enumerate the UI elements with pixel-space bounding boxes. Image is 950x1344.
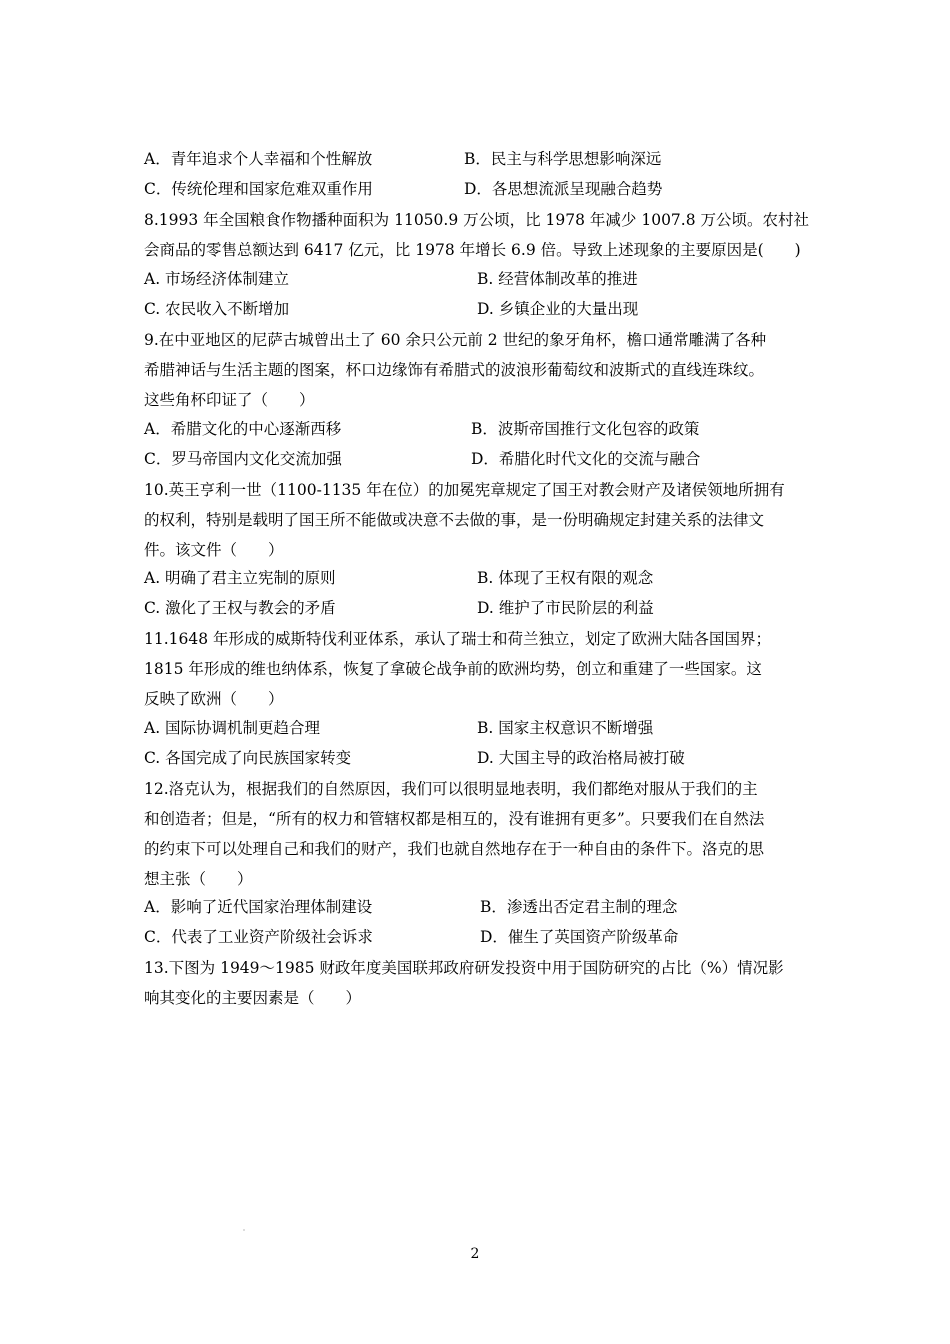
question-13-stem (144, 954, 819, 1014)
question-9-stem (144, 326, 819, 416)
stem-line: 9.在中亚地区的尼萨古城曾出土了 60 余只公元前 2 世纪的象牙角杯，檐口通常雕满了各种 (144, 331, 767, 349)
option-b: B. 体现了王权有限的观念 (477, 569, 654, 587)
stem-line: 12.洛克认为，根据我们的自然原因，我们可以很明显地表明，我们都绝对服从于我们的主 (144, 780, 758, 798)
option-b: B. 国家主权意识不断增强 (477, 719, 654, 737)
option-c: C．代表了工业资产阶级社会诉求 (144, 928, 373, 946)
option-a: A. 明确了君主立宪制的原则 (144, 569, 336, 587)
option-a: A．影响了近代国家治理体制建设 (144, 898, 373, 916)
stem-line: 反映了欧洲（ ） (144, 689, 284, 708)
option-d: D．各思想流派呈现融合趋势 (464, 180, 663, 198)
option-d: D．希腊化时代文化的交流与融合 (471, 450, 701, 468)
option-d: D. 维护了市民阶层的利益 (477, 599, 654, 617)
stem-line: 响其变化的主要因素是（ ） (144, 988, 362, 1007)
question-8-stem (144, 206, 819, 266)
option-d: D. 乡镇企业的大量出现 (477, 300, 639, 318)
question-11-stem (144, 625, 819, 715)
stem-line: 1815 年形成的维也纳体系，恢复了拿破仑战争前的欧洲均势，创立和重建了一些国家。这 (144, 659, 762, 678)
stem-line: 13.下图为 1949～1985 财政年度美国联邦政府研发投资中用于国防研究的占比（%）情况影 (144, 959, 784, 977)
stem-line: 希腊神话与生活主题的图案，杯口边缘饰有希腊式的波浪形葡萄纹和波斯式的直线连珠纹。 (144, 360, 765, 379)
question-12-stem (144, 775, 819, 895)
option-b: B．渗透出否定君主制的理念 (480, 898, 678, 916)
option-b: B．波斯帝国推行文化包容的政策 (471, 420, 700, 438)
stem-line: 的权利，特别是载明了国王所不能做或决意不去做的事，是一份明确规定封建关系的法律文 (144, 510, 765, 529)
stem-line: 想主张（ ） (144, 869, 253, 888)
option-a: A．青年追求个人幸福和个性解放 (144, 150, 373, 168)
option-b: B．民主与科学思想影响深远 (464, 150, 662, 168)
option-c: C．罗马帝国内文化交流加强 (144, 450, 342, 468)
page-number: 2 (470, 1246, 480, 1262)
stem-line: 8.1993 年全国粮食作物播种面积为 11050.9 万公顷，比 1978 年减少 1007.8 万公顷。农村社 (144, 211, 810, 229)
option-b: B. 经营体制改革的推进 (477, 270, 638, 288)
stem-line: 的约束下可以处理自己和我们的财产，我们也就自然地存在于一种自由的条件下。洛克的思 (144, 839, 765, 858)
stem-line: 11.1648 年形成的威斯特伐利亚体系，承认了瑞士和荷兰独立，划定了欧洲大陆各国国界； (144, 630, 772, 648)
option-c: C. 农民收入不断增加 (144, 300, 290, 318)
option-c: C．传统伦理和国家危难双重作用 (144, 180, 373, 198)
stem-line: 10.英王亨利一世（1100-1135 年在位）的加冕宪章规定了国王对教会财产及诸侯领地所拥有 (144, 481, 785, 499)
option-c: C. 各国完成了向民族国家转变 (144, 749, 352, 767)
option-a: A. 国际协调机制更趋合理 (144, 719, 321, 737)
option-d: D. 大国主导的政治格局被打破 (477, 749, 685, 767)
stem-line: 会商品的零售总额达到 6417 亿元，比 1978 年增长 6.9 倍。导致上述现象的主要原因是( ) (144, 240, 801, 259)
option-a: A．希腊文化的中心逐渐西移 (144, 420, 342, 438)
option-a: A. 市场经济体制建立 (144, 270, 290, 288)
option-c: C. 激化了王权与教会的矛盾 (144, 599, 336, 617)
stem-line: 和创造者；但是，“所有的权力和管辖权都是相互的，没有谁拥有更多”。只要我们在自然法 (144, 809, 765, 828)
scan-artifact (243, 1229, 245, 1231)
question-10-stem (144, 476, 819, 566)
stem-line: 件。该文件（ ） (144, 540, 284, 559)
option-d: D．催生了英国资产阶级革命 (480, 928, 679, 946)
stem-line: 这些角杯印证了（ ） (144, 390, 315, 409)
